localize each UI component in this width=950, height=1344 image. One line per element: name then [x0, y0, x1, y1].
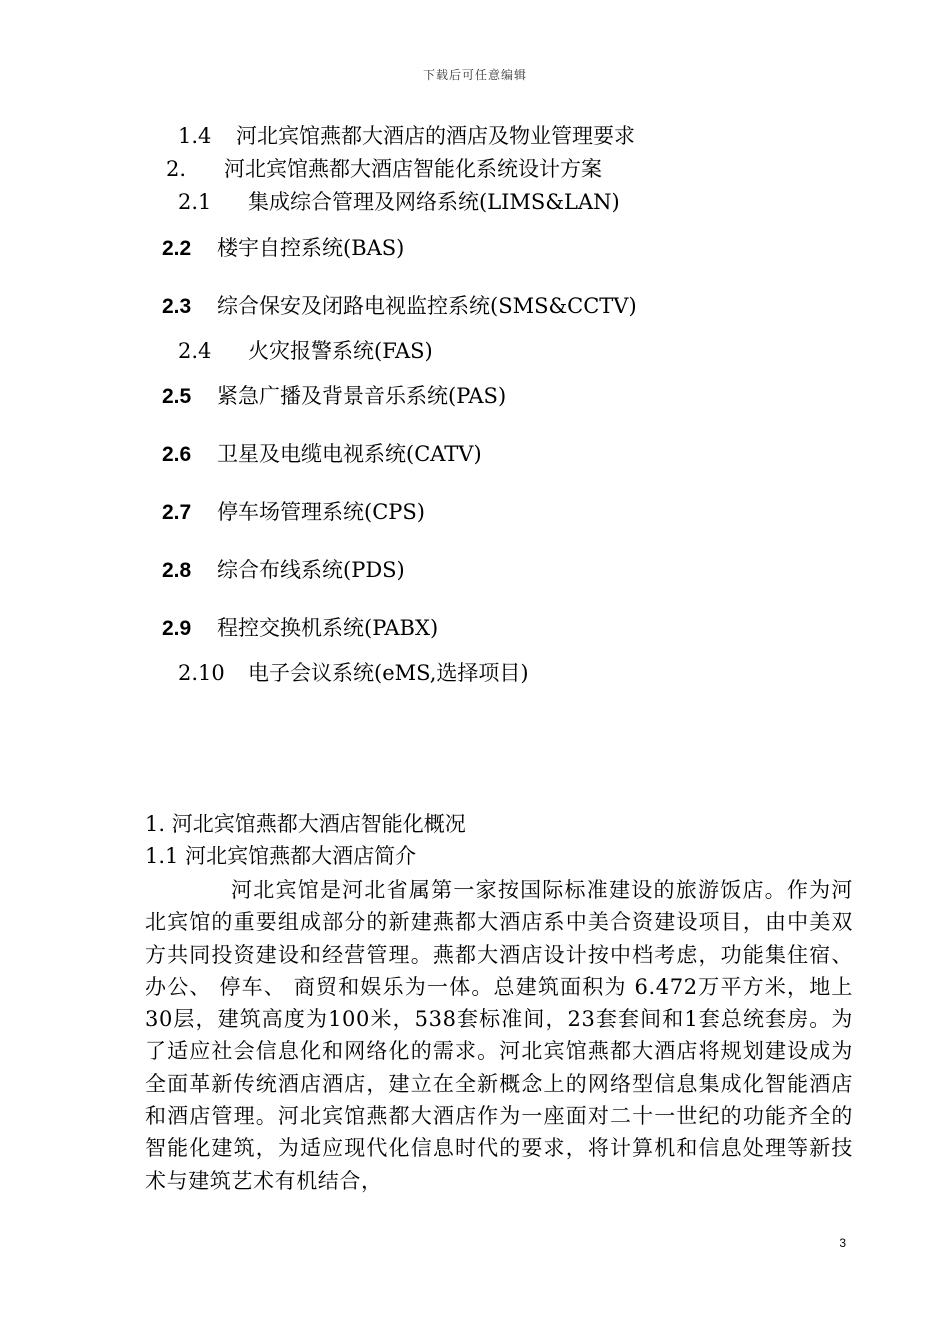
toc-number: 2.5	[162, 385, 192, 408]
toc-entry	[178, 659, 529, 687]
toc-entry	[178, 188, 620, 216]
toc-title: 综合保安及闭路电视监控系统(SMS&CCTV)	[217, 294, 637, 318]
toc-entry	[162, 292, 637, 321]
toc-entry	[166, 155, 602, 183]
toc-title: 河北宾馆燕都大酒店的酒店及物业管理要求	[236, 124, 635, 148]
toc-entry	[162, 556, 405, 585]
toc-entry	[178, 122, 635, 150]
toc-entry	[162, 440, 482, 469]
toc-number: 2.9	[162, 617, 192, 640]
toc-title: 综合布线系统(PDS)	[217, 558, 405, 582]
toc-entry	[162, 382, 506, 411]
toc-number: 1.4	[178, 124, 212, 148]
section-heading: 1. 河北宾馆燕都大酒店智能化概况	[145, 812, 466, 836]
toc-title: 程控交换机系统(PABX)	[217, 616, 439, 640]
toc-title: 停车场管理系统(CPS)	[217, 500, 425, 524]
toc-title: 河北宾馆燕都大酒店智能化系统设计方案	[224, 157, 602, 181]
toc-title: 楼宇自控系统(BAS)	[217, 236, 405, 260]
toc-title: 集成综合管理及网络系统(LIMS&LAN)	[248, 190, 620, 214]
toc-number: 2.10	[178, 661, 225, 685]
subsection-heading: 1.1 河北宾馆燕都大酒店简介	[145, 844, 417, 868]
toc-title: 紧急广播及背景音乐系统(PAS)	[217, 384, 507, 408]
toc-title: 电子会议系统(eMS,选择项目)	[248, 661, 529, 685]
page-number: 3	[839, 1236, 846, 1250]
toc-entry	[178, 337, 433, 365]
toc-entry	[162, 234, 404, 263]
header-note: 下载后可任意编辑	[422, 68, 527, 82]
toc-number: 2.8	[162, 559, 192, 582]
toc-number: 2.7	[162, 501, 192, 524]
toc-number: 2.2	[162, 237, 192, 260]
toc-number: 2.1	[178, 190, 212, 214]
toc-number: 2.3	[162, 295, 192, 318]
toc-number: 2.4	[178, 339, 212, 363]
toc-number: 2.	[166, 157, 187, 181]
body-paragraph: 河北宾馆是河北省属第一家按国际标准建设的旅游饭店。作为河北宾馆的重要组成部分的新建燕都大酒店系中美合资建设项目，由中美双方共同投资建设和经营管理。燕都大酒店设计按中档考虑，功能集住宿、 办公、 停车、 商贸和娱乐为一体。总建筑面积为 6.472万平方米，地上30层，建筑高度为100米，538套标准间，23套套间和1套总统套房。为了适应社会信息化和网络化的需求。河北宾馆燕都大酒店将规划建设成为全面革新传统酒店酒店，建立在全新概念上的网络型信息集成化智能酒店和酒店管理。河北宾馆燕都大酒店作为一座面对二十一世纪的功能齐全的智能化建筑，为适应现代化信息时代的要求，将计算机和信息处理等新技术与建筑艺术有机结合，	[145, 878, 853, 1193]
toc-title: 卫星及电缆电视系统(CATV)	[217, 442, 482, 466]
toc-title: 火灾报警系统(FAS)	[248, 339, 433, 363]
toc-entry	[162, 614, 438, 643]
toc-entry	[162, 498, 425, 527]
toc-number: 2.6	[162, 443, 192, 466]
